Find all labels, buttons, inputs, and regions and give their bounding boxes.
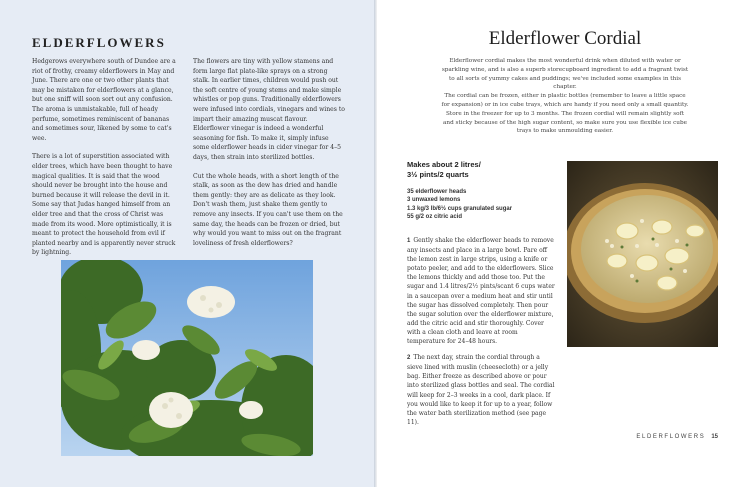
elderflower-photo [61, 260, 313, 456]
method-steps [407, 236, 556, 434]
ingredient: 1.3 kg/3 lb/6½ cups granulated sugar [407, 205, 513, 212]
paragraph: Hedgerows everywhere south of Dundee are a riot of frothy, creamy elderflowers in May and June. There are one or two other plants that may be mistaken for elderflowers at a glance, but one sniff will soon sort out any confusion. The aroma is unmistakable, full of heady perfume, sometimes reminiscent of bananas and sometimes sour, likened by some to cat's wee. [32, 58, 176, 142]
ingredient: 35 elderflower heads [407, 189, 467, 195]
paragraph: Cut the whole heads, with a short length of the stalk, as soon as the dew has dried and handle them gently: they are as delicate as they look. Don't wash them, just shake them gently to remove any insects. If you can't use them on the same day, the heads can be frozen or dried, but why would you want to miss out on the fragrant loveliness of fresh elderflowers? [193, 172, 343, 247]
ingredient-list [407, 188, 557, 222]
left-page [0, 0, 374, 487]
ingredient: 3 unwaxed lemons [407, 197, 461, 204]
paragraph: The flowers are tiny with yellow stamens and form large flat plate-like sprays on a strong stalk. In earlier times, children would push out the soft centre of young stems and make simple whistles or pop guns. Traditionally elderflowers were infused into cordials, vinegars and wines to impart their amazing muscat flavour. Elderflower vinegar is indeed a wonderful seasoning for fish. To make it, simply infuse some elderflower heads in cider vinegar for 4–5 days, then strain into sterilized bottles. [193, 58, 345, 161]
step-number: 2 [407, 355, 411, 362]
step [407, 353, 556, 427]
page-footer [636, 434, 718, 440]
page-number: 15 [711, 434, 718, 440]
step-text: Gently shake the elderflower heads to remove any insects and place in a large bowl. Pare off the lemon zest in large strips, using a knife or potato peeler, and add to the elderflowers. Slice the lemons thickly and add those too. Put the sugar and 1.4 litres/2½ pints/scant 6 cups water in a saucepan over a medium heat and stir until the sugar has dissolved completely. Then pour the sugar solution over the elderflower mixture, add the citric acid and stir thoroughly. Cover with a clean cloth and leave at room temperature for 24–48 hours. [407, 237, 555, 346]
ingredient: 55 g/2 oz citric acid [407, 214, 463, 221]
recipe-title: Elderflower Cordial [488, 28, 642, 49]
recipe-intro [440, 57, 690, 136]
step [407, 236, 556, 346]
cordial-bowl-photo [567, 161, 718, 347]
step-number: 1 [407, 238, 411, 244]
intro-paragraph: Elderflower cordial makes the most wonderful drink when diluted with water or sparkling wine, and is also a superb storecupboard ingredient to add a fragrant twist to all sorts of yummy cakes and puddings; we've included some examples in this chapter. [441, 58, 689, 91]
yield-line: 3½ pints/2 quarts [407, 170, 469, 179]
paragraph: There is a lot of superstition associated with elder trees, which have been thought to have magical qualities. It is said that the wood should never be brought into the house and burned because it will release the devil in it. Some say that Judas hanged himself from an elder tree and that the cross of Christ was made from its wood. More optimistically, it is meant to protect the household from evil if planted nearby and is apparently never struck by lightning. [32, 153, 176, 257]
section-heading: ELDERFLOWERS [32, 35, 166, 50]
running-footer-section: ELDERFLOWERS [636, 434, 706, 440]
left-column-1 [32, 57, 180, 267]
recipe-yield [407, 160, 557, 180]
step-text: The next day, strain the cordial through a sieve lined with muslin (cheesecloth) or a jelly bag. Either freeze as described above or pour into sterilized glass bottles and seal. The cordial will keep for 2–3 weeks in a cool, dark place. If you would like to keep it for up to a year, follow the water bath sterilization method (see page 11). [407, 354, 555, 426]
intro-paragraph: The cordial can be frozen, either in plastic bottles (remember to leave a little space for expansion) or in ice cube trays, which are handy if you need only a small quantity. Store in the freezer for up to 3 months. The frozen cordial will remain slightly soft and sticky because of the high sugar content, so make sure you use flexible ice cube trays to make unmoulding easier. [441, 93, 689, 135]
yield-line: Makes about 2 litres/ [407, 160, 481, 169]
left-column-2 [193, 57, 345, 257]
